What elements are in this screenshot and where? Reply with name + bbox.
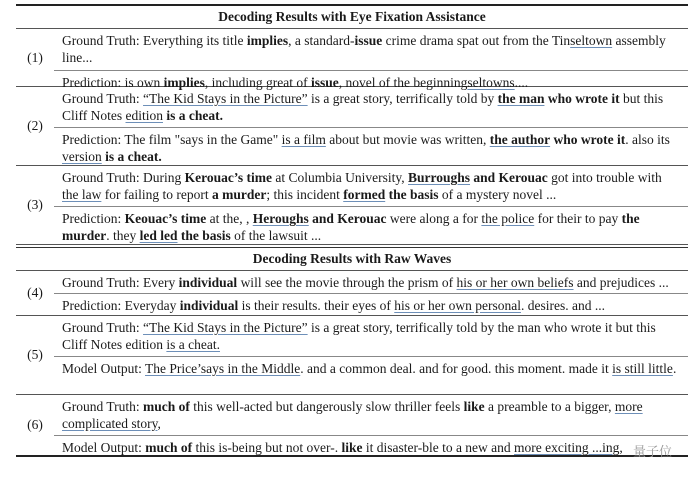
model-output-row: Model Output: much of this is-being but not over-. like it disaster-ble to a new and more exciting ...ing,	[54, 435, 688, 458]
ground-truth-row: Ground Truth: Every individual will see the movie through the prism of his or her own beliefs and prejudices ...	[62, 275, 669, 290]
row-label: Prediction:	[62, 298, 122, 313]
row-label: Ground Truth:	[62, 320, 140, 335]
row-label: Prediction:	[62, 211, 122, 226]
example-number: (4)	[27, 285, 43, 300]
results-table	[16, 4, 688, 457]
example-group-5	[16, 316, 688, 394]
example-number: (2)	[27, 118, 43, 133]
row-label: Ground Truth:	[62, 275, 140, 290]
ground-truth-row: Ground Truth: much of this well-acted but dangerously slow thriller feels like a preamble to a bigger, more complicated story,	[62, 399, 643, 431]
example-group-2	[16, 87, 688, 165]
example-number: (5)	[27, 347, 43, 362]
ground-truth-row: Ground Truth: “The Kid Stays in the Picture” is a great story, terrifically told by the man who wrote it but this Cliff Notes edition is a cheat.	[62, 91, 664, 123]
row-label: Ground Truth:	[62, 33, 140, 48]
ground-truth-row: Ground Truth: During Kerouac’s time at Columbia University, Burroughs and Kerouac got into trouble with the law for failing to report a murder; this incident formed the basis of a mystery novel ...	[62, 170, 662, 202]
ground-truth-row: Ground Truth: Everything its title implies, a standard-issue crime drama spat out from the Tinseltown assembly line...	[62, 33, 666, 65]
model-output-row: Model Output: The Price’says in the Middle. and a common deal. and for good. this moment. made it is still little.	[54, 356, 688, 397]
section-title-eye-fixation: Decoding Results with Eye Fixation Assistance	[218, 9, 486, 24]
row-label: Ground Truth:	[62, 91, 140, 106]
row-label: Prediction:	[62, 75, 122, 90]
example-number: (6)	[27, 417, 43, 432]
prediction-row: Prediction: is own implies, including great of issue, novel of the beginningseltowns....	[54, 70, 688, 93]
prediction-row: Prediction: The film "says in the Game" is a film about but movie was written, the author who wrote it. also its version is a cheat.	[54, 127, 688, 168]
row-label: Prediction:	[62, 132, 122, 147]
example-number: (1)	[27, 49, 43, 65]
example-group-6	[16, 395, 688, 455]
example-group-3	[16, 166, 688, 244]
prediction-row: Prediction: Everyday individual is their results. their eyes of his or her own personal. desires. and ...	[54, 293, 688, 316]
section-title-raw-waves: Decoding Results with Raw Waves	[252, 251, 452, 266]
example-group-1	[16, 29, 688, 90]
row-label: Model Output:	[62, 361, 142, 376]
ground-truth-row: Ground Truth: “The Kid Stays in the Picture” is a great story, terrifically told by the man who wrote it but this Cliff Notes edition is a cheat.	[62, 320, 656, 352]
prediction-row: Prediction: Keouac’s time at the, , Heroughs and Kerouac were along a for the police for their to pay the murder. they led led the basis of the lawsuit ...	[54, 206, 688, 247]
watermark-logo: 量子位	[632, 445, 672, 460]
row-label: Ground Truth:	[62, 399, 140, 414]
row-label: Ground Truth:	[62, 170, 140, 185]
example-group-4	[16, 271, 688, 315]
row-label: Model Output:	[62, 440, 142, 455]
example-number: (3)	[27, 197, 43, 212]
